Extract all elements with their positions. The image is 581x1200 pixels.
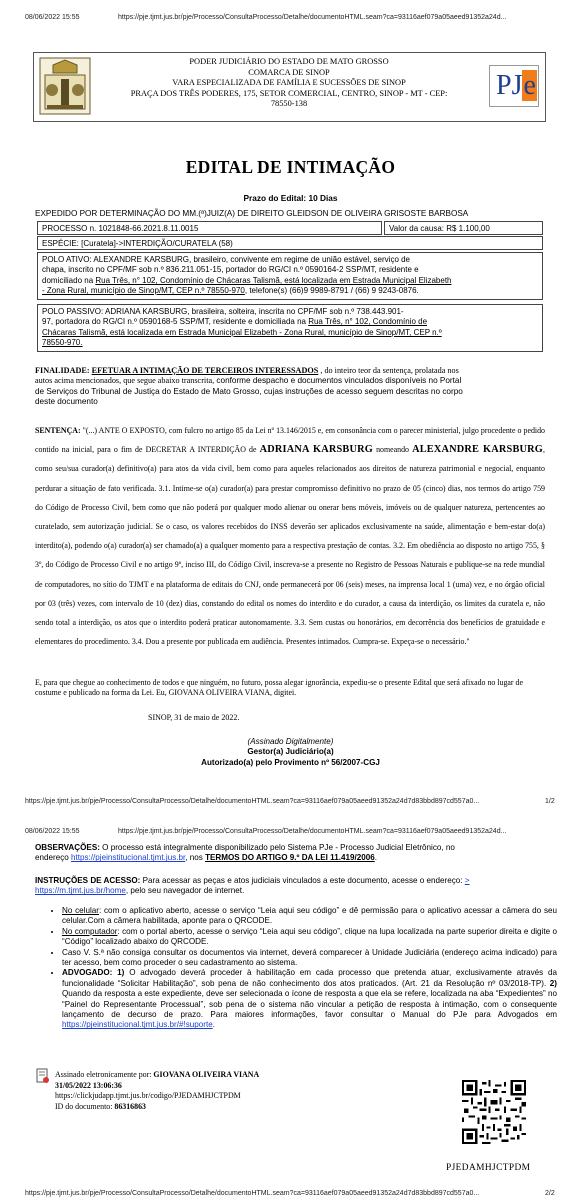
process-number: PROCESSO n. 1021848-66.2021.8.11.0015 <box>42 224 199 233</box>
electronic-signature: Assinado eletronicamente por: GIOVANA OLIVEIRA VIANA 31/05/2022 13:06:36 https://clickjudapp.tjmt.jus.br/codigo/PJEDAMHJCTPDM ID do documento: 86316863 <box>55 1070 260 1111</box>
court-header <box>33 52 546 122</box>
qr-code-label: PJEDAMHJCTPDM <box>446 1163 531 1173</box>
passive-party-line-3: Chácaras Talismã, está localizada em Estrada Municipal Elizabeth - Zona Rural, município de Sinop/MT, CEP n.º <box>42 327 442 337</box>
signer-role: Gestor(a) Judiciário(a) <box>247 747 334 757</box>
court-line-5: 78550-138 <box>270 99 308 109</box>
court-crest-icon <box>39 57 91 115</box>
process-number-box <box>37 221 382 235</box>
signer-authorization: Autorizado(a) pelo Provimento nº 56/2007-CGJ <box>201 757 380 767</box>
interdicted-name: ADRIANA KARSBURG <box>259 444 373 456</box>
support-link[interactable]: https://pjeinstitucional.tjmt.jus.br/#!suporte <box>62 1020 213 1030</box>
signer-name: GIOVANA OLIVEIRA VIANA <box>153 1070 260 1079</box>
observations: OBSERVAÇÕES: O processo está integralmente disponibilizado pelo Sistema PJe - Processo Judicial Eletrônico, no endereço https://pjeinstitucional.tjmt.jus.br, nos TERMOS DO ARTIGO 9.º DA LEI 11.419/2006. <box>35 843 455 863</box>
court-line-2: COMARCA DE SINOP <box>248 67 330 77</box>
document-title: EDITAL DE INTIMAÇÃO <box>185 157 396 177</box>
active-party-address: Rua Três, n° 102, Condomínio de Chácaras Talismã, está localizada em Estrada Municipal Elizabeth <box>95 275 452 285</box>
active-party-line-1: POLO ATIVO: ALEXANDRE KARSBURG, brasileiro, convivente em regime de união estável, serviço de <box>42 255 411 264</box>
footer-page-number-1: 1/2 <box>545 798 555 805</box>
pje-logo: PJe <box>489 65 539 107</box>
access-instructions-label: INSTRUÇÕES DE ACESSO: <box>35 876 141 885</box>
signature-datetime: 31/05/2022 13:06:36 <box>55 1080 122 1090</box>
active-party-line-3: domiciliado na Rua Três, n° 102, Condomínio de Chácaras Talismã, está localizada em Estrada Municipal Elizabeth <box>42 275 452 285</box>
court-line-4: PRAÇA DOS TRÊS PODERES, 175, SETOR COMERCIAL, CENTRO, SINOP - MT - CEP: <box>130 88 448 98</box>
signature-block <box>0 737 581 768</box>
curator-name: ALEXANDRE KARSBURG <box>412 444 543 456</box>
active-party-box <box>37 252 543 300</box>
passive-party-line-4: 78550-970. <box>42 337 83 347</box>
purpose-label: FINALIDADE: <box>35 366 90 375</box>
print-url-page2: https://pje.tjmt.jus.br/pje/Processo/ConsultaProcesso/Detalhe/documentoHTML.seam?ca=93116aef079a05aeed91352a24d... <box>118 828 507 835</box>
purpose-section: FINALIDADE: EFETUAR A INTIMAÇÃO DE TERCEIROS INTERESSADOS , do inteiro teor da sentença, prolatada nos autos acima mencionados, que segue abaixo transcrita, conforme despacho e documentos vinculados disponíveis no Portal de Serviços do Tribunal de Justiça do Estado de Mato Grosso, cujas instruções de acesso seguem descritas no corpo deste documento <box>35 366 463 407</box>
footer-page-number-2: 2/2 <box>545 1190 555 1197</box>
species: ESPÉCIE: [Curatela]->INTERDIÇÃO/CURATELA (58) <box>42 239 233 248</box>
deadline: Prazo do Edital: 10 Dias <box>243 193 338 203</box>
pje-portal-link[interactable]: https://pjeinstitucional.tjmt.jus.br <box>71 853 186 863</box>
print-datetime: 08/06/2022 15:55 <box>25 14 80 21</box>
print-url: https://pje.tjmt.jus.br/pje/Processo/ConsultaProcesso/Detalhe/documentoHTML.seam?ca=93116aef079a05aeed91352a24d... <box>118 14 507 21</box>
court-line-3: VARA ESPECIALIZADA DE FAMÍLIA E SUCESSÕES DE SINOP <box>172 78 406 88</box>
passive-party-line-1: POLO PASSIVO: ADRIANA KARSBURG, brasileira, solteira, inscrita no CPF/MF sob n.º 738.443.901- <box>42 307 404 316</box>
passive-party-line-2: 97, portadora do RG/CI n.º 0590168-5 SSP/MT, residente e domiciliada na Rua Três, n° 102, Condomínio de <box>42 317 428 327</box>
court-line-1: PODER JUDICIÁRIO DO ESTADO DE MATO GROSSO <box>189 57 389 66</box>
sentence-label: SENTENÇA: <box>35 426 81 435</box>
step-in-person: • Caso V. S.ª não consiga consultar os documentos via internet, deverá comparecer à Unidade Judiciária (endereço acima indicado) para ter acesso, bem como proceder o seu cadastramento ao sistema. <box>62 948 557 969</box>
signed-document-icon <box>36 1068 50 1084</box>
cause-value: Valor da causa: R$ 1.100,00 <box>389 224 490 233</box>
active-party-line-4: - Zona Rural, município de Sinop/MT, CEP n.º 78550-970, telefone(s) (66)9 9989-8791 / (66) 9 9243-0876. <box>42 285 419 295</box>
step-lawyer: • ADVOGADO: 1) O advogado deverá proceder à habilitação em cada processo que pretenda atuar, exclusivamente através da funcionalidade “Solicitar Habilitação”, sob pena de não conhecimento dos atos praticados. (Art. 21 da Resolução nº 03/2018-TP). 2) Quando da resposta a este expediente, deve ser selecionada o ícone de resposta a que ela se refere, localizada na aba “Expedientes” no “Painel do Representante Processual”, sob pena de o sistema não vincular a petição de resposta à intimação, com o consequente lançamento de decurso de prazo. Para maiores informações, favor consultar o Manual do PJe para Advogados em https://pjeinstitucional.tjmt.jus.br/#!suporte. <box>62 968 557 1030</box>
footer-url-page1: https://pje.tjmt.jus.br/pje/Processo/ConsultaProcesso/Detalhe/documentoHTML.seam?ca=93116aef079a05aeed91352a24d7d83bbd897cd557a0... <box>25 798 480 805</box>
sentence-text: SENTENÇA: "(...) ANTE O EXPOSTO, com fulcro no artigo 85 da Lei nº 13.146/2015 e, em consonância com o parecer ministerial, julgo procedente o pedido contido na inicial, para o fim de DECRETAR A INTERDIÇÃO de ADRIANA KARSBURG nomeando ALEXANDRE KARSBURG, como seu/sua curador(a) definitivo(a) para atos da vida civil, bem como para aqueles relacionados aos direitos de natureza patrimonial e negocial, enquanto perdurar a situação de fato verificada. 3.1. Intime-se o(a) curador(a) para prestar compromisso definitivo no prazo de 05 (cinco) dias, nos termos do artigo 759 do Código de Processo Civil, bem como que não poderá por qualquer modo alienar ou onerar bens móveis, imóveis ou de qualquer natureza, pertencentes ao curatelado, sem autorização judicial. Se o caso, os valores recebidos do INSS deverão ser aplicados exclusivamente na saúde, alimentação e bem-estar do(a) interdito(a), podendo o(a) curador(a) ser chamado(a) a qualquer momento para a respectiva prestação de contas. 3.2. Em obediência ao disposto no artigo 755, § 3º, do Código de Processo Civil e no artigo 9º, inciso III, do Código Civil, inscreva-se a presente no Registro de Pessoas Naturais e publique-se na rede mundial de computadores, no sítio do TJMT e na plataforma de editais do CNJ, onde permanecerá por 06 (seis) meses, na imprensa local 1 (uma) vez, e no órgão oficial por 03 (três) vezes, com intervalo de 10 (dez) dias, constando do edital os nomes do interdito e do curador, a causa da interdição, os limites da curatela e, não sendo total a interdição, os atos que o interdito poderá praticar autonomamente. 3.3. Sem custas ou honorários, em decorrência dos benefícios de gratuidade e elementares do procedimento. 3.4. Dou a presente por publicada em audiência. Presentes intimados. Cumpra-se. Expeça-se o necessário." <box>35 426 545 647</box>
law-reference: TERMOS DO ARTIGO 9.º DA LEI 11.419/2006 <box>205 853 375 863</box>
qr-code-icon <box>462 1080 526 1144</box>
footer-url-page2: https://pje.tjmt.jus.br/pje/Processo/ConsultaProcesso/Detalhe/documentoHTML.seam?ca=93116aef079a05aeed91352a24d7d83bbd897cd557a0... <box>25 1190 480 1197</box>
issued-by: EXPEDIDO POR DETERMINAÇÃO DO MM.(ª)JUIZ(A) DE DIREITO GLEIDSON DE OLIVEIRA GRISOSTE BARBOSA <box>35 209 469 218</box>
court-info <box>104 57 474 110</box>
access-instructions: INSTRUÇÕES DE ACESSO: Para acessar as peças e atos judiciais vinculados a este documento, acesse o endereço: > https://m.tjmt.jus.br/home, pelo seu navegador de internet. <box>35 876 470 896</box>
document-id: 86316863 <box>114 1101 146 1111</box>
date-place: SINOP, 31 de maio de 2022. <box>148 713 240 722</box>
step-mobile: • No celular: com o aplicativo aberto, acesse o serviço “Leia aqui seu código” e dê permissão para o aplicativo acessar a câmera do seu celular.Com a câmera habilitada, aponte para o QRCODE. <box>62 906 557 927</box>
purpose-action: EFETUAR A INTIMAÇÃO DE TERCEIROS INTERESSADOS <box>91 366 319 375</box>
verification-url: https://clickjudapp.tjmt.jus.br/codigo/PJEDAMHJCTPDM <box>55 1091 241 1100</box>
mobile-portal-link[interactable]: https://m.tjmt.jus.br/home <box>35 886 126 896</box>
closing-paragraph: E, para que chegue ao conhecimento de todos e que ninguém, no futuro, possa alegar ignorância, expediu-se o presente Edital que será afixado no lugar de costume e publicado na forma da Lei. Eu, GIOVANA OLIVEIRA VIANA, digitei. <box>35 678 523 698</box>
cause-value-box <box>384 221 543 235</box>
access-steps-list <box>48 906 557 1031</box>
print-datetime-page2: 08/06/2022 15:55 <box>25 828 80 835</box>
step-computer: • No computador: com o portal aberto, acesse o serviço “Leia aqui seu código”, clique na lupa localizada na parte superior direita e digite o “Código” localizado abaixo do QRCODE. <box>62 927 557 948</box>
signed-digitally: (Assinado Digitalmente) <box>247 737 334 746</box>
active-party-line-2: chapa, inscrito no CPF/MF sob n.º 836.211.051-15, portador do RG/CI n.º 0590164-2 SSP/MT, residente e <box>42 265 419 275</box>
observations-label: OBSERVAÇÕES: <box>35 843 100 852</box>
mobile-portal-link-arrow[interactable]: > <box>464 876 470 885</box>
species-box <box>37 236 543 250</box>
passive-party-box <box>37 304 543 352</box>
